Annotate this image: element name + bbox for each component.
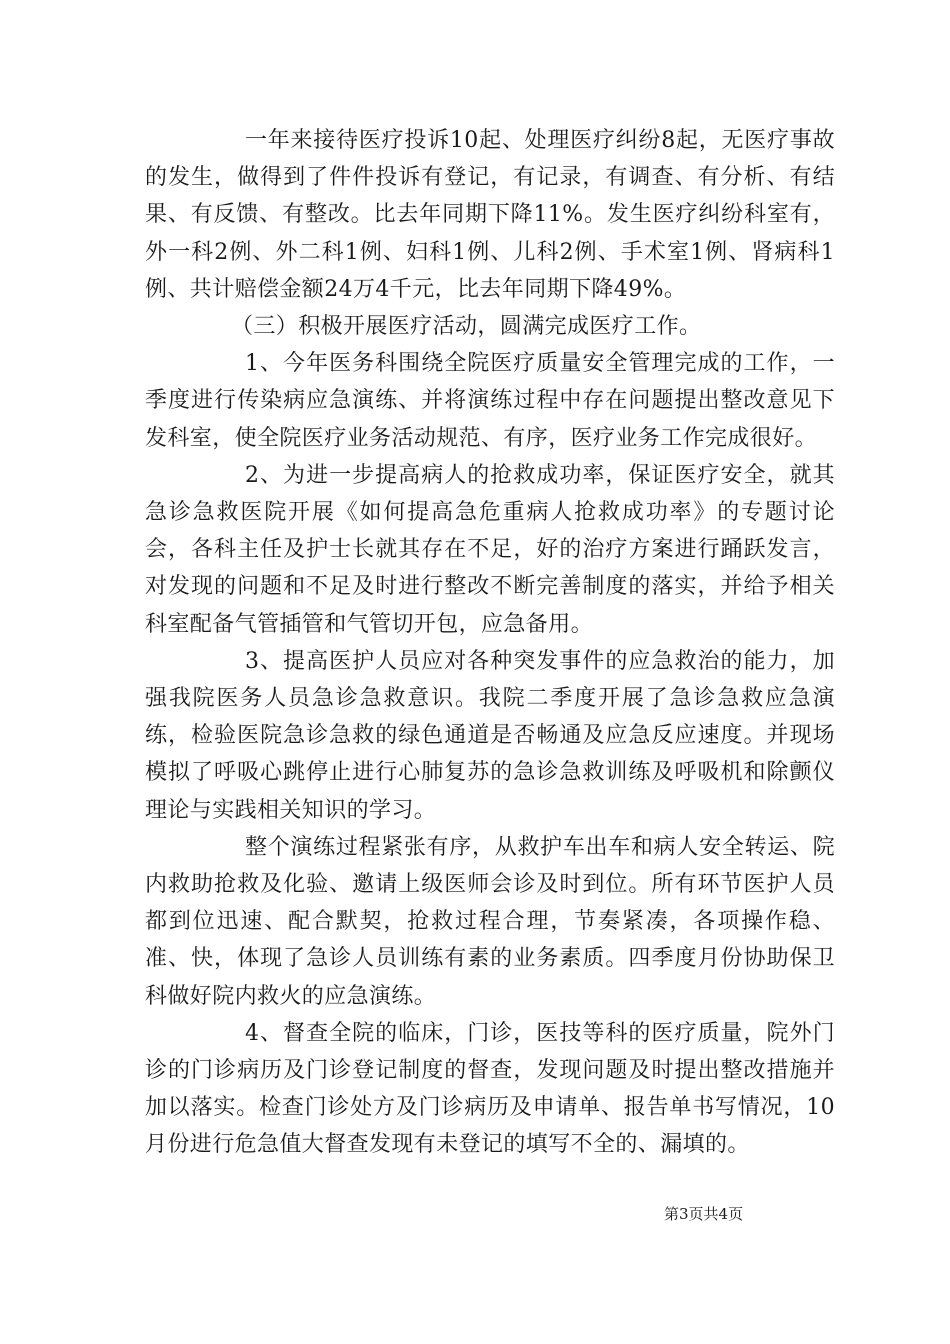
- page-footer: 第3页共4页: [664, 1205, 744, 1223]
- section-heading-three: （三）积极开展医疗活动，圆满完成医疗工作。: [231, 314, 702, 340]
- paragraph-drill-process: 整个演练过程紧张有序，从救护车出车和病人安全转运、院内救助抢救及化验、邀请上级医师会诊及时到位。所有环节医护人员都到位迅速、配合默契，抢救过程合理，节奏紧凑，各项操作稳、准、快，体现了急诊人员训练有素的业务素质。四季度月份协助保卫科做好院内救火的应急演练。: [145, 834, 835, 1009]
- paragraph-item-3: 3、提高医护人员应对各种突发事件的应急救治的能力，加强我院医务人员急诊急救意识。我院二季度开展了急诊急救应急演练，检验医院急诊急救的绿色通道是否畅通及应急反应速度。并现场模拟了呼吸心跳停止进行心肺复苏的急诊急救训练及呼吸机和除颤仪理论与实践相关知识的学习。: [145, 648, 835, 823]
- document-body: [145, 122, 835, 1164]
- paragraph-item-2: 2、为进一步提高病人的抢救成功率，保证医疗安全，就其急诊急救医院开展《如何提高急危重病人抢救成功率》的专题讨论会，各科主任及护士长就其存在不足，好的治疗方案进行踊跃发言，对发现的问题和不足及时进行整改不断完善制度的落实，并给予相关科室配备气管插管和气管切开包，应急备用。: [145, 462, 835, 637]
- paragraph-item-1: 1、今年医务科围绕全院医疗质量安全管理完成的工作，一季度进行传染病应急演练、并将演练过程中存在问题提出整改意见下发科室，使全院医疗业务活动规范、有序，医疗业务工作完成很好。: [145, 351, 835, 451]
- paragraph-complaints: 一年来接待医疗投诉10起、处理医疗纠纷8起，无医疗事故的发生，做得到了件件投诉有登记，有记录，有调查、有分析、有结果、有反馈、有整改。比去年同期下降11%。发生医疗纠纷科室有，外一科2例、外二科1例、妇科1例、儿科2例、手术室1例、肾病科1例、共计赔偿金额24万4千元，比去年同期下降49%。: [145, 128, 835, 302]
- paragraph-item-4: 4、督查全院的临床，门诊，医技等科的医疗质量，院外门诊的门诊病历及门诊登记制度的督查，发现问题及时提出整改措施并加以落实。检查门诊处方及门诊病历及申请单、报告单书写情况，10月份进行危急值大督查发现有未登记的填写不全的、漏填的。: [145, 1020, 835, 1158]
